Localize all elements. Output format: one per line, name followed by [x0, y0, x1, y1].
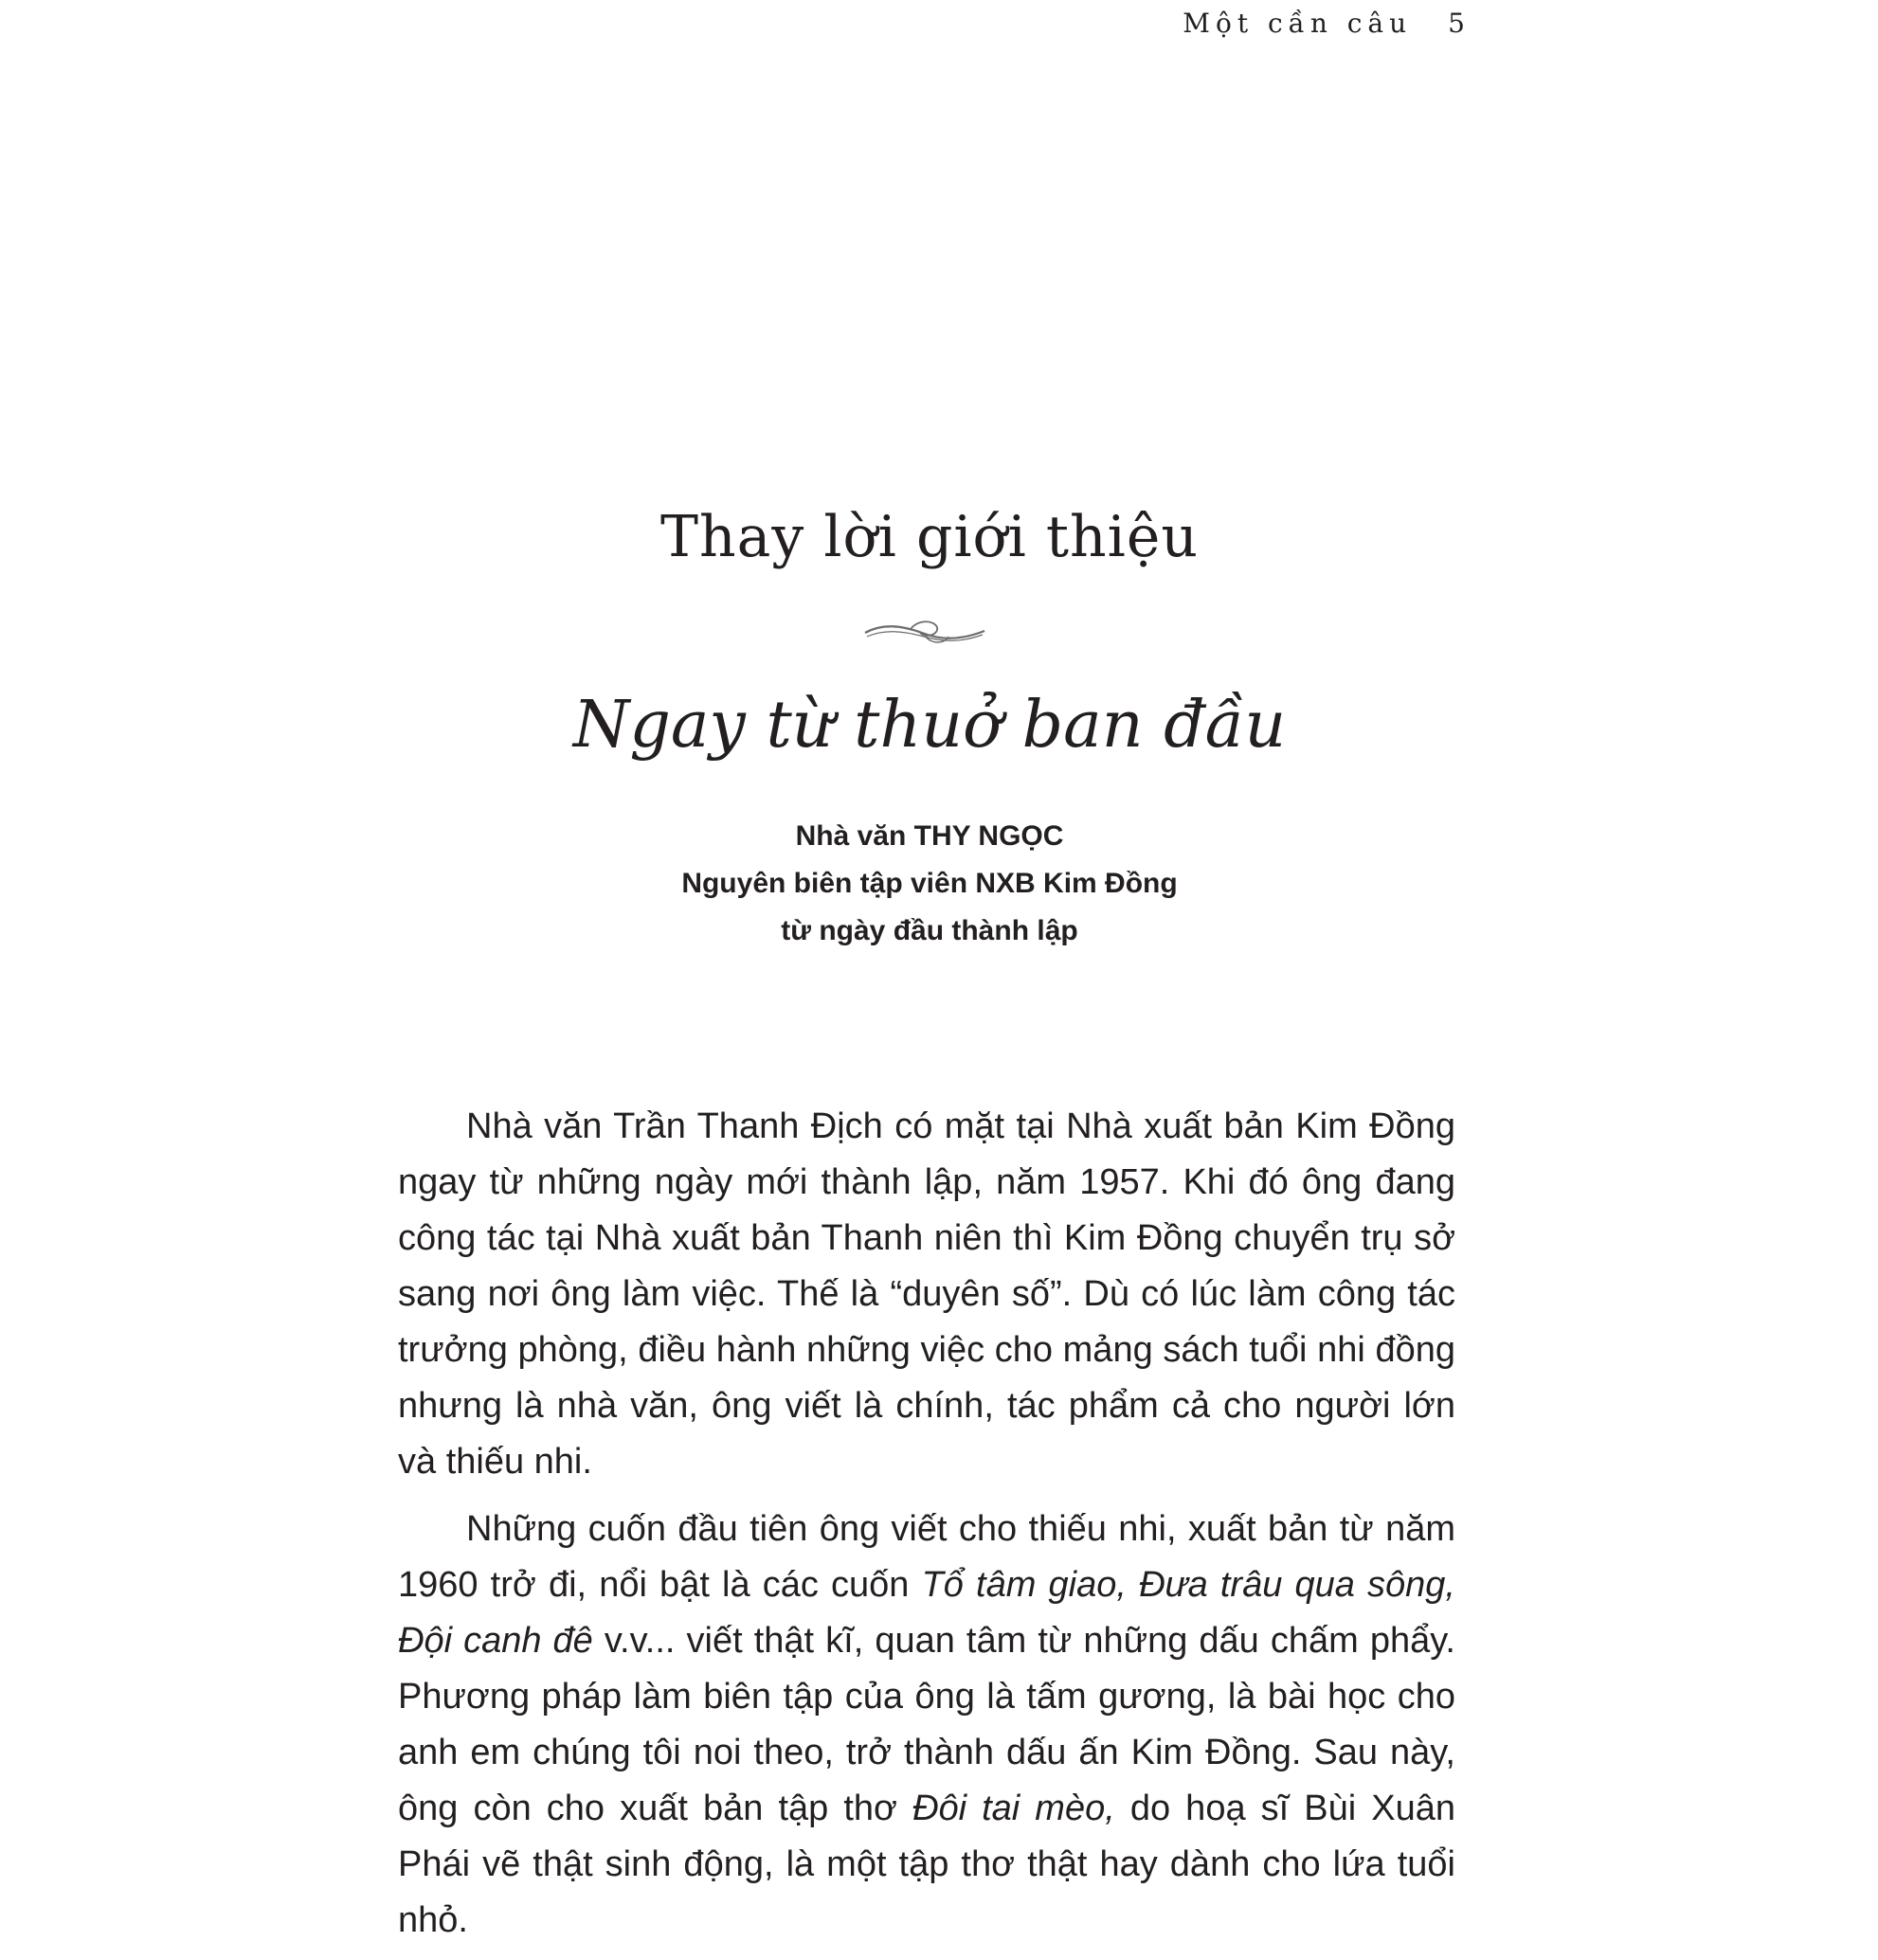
paragraph-text: do hoạ sĩ Bùi Xuân Phái vẽ thật sinh động, là một tập thơ thật hay dành cho lứa tuổi nhỏ. [398, 1789, 1455, 1940]
body-text [398, 1099, 1455, 1960]
poetry-title-italic: Đôi tai mèo, [912, 1789, 1115, 1828]
book-titles-italic: Tổ tâm giao, Đưa trâu qua sông, Đội canh đê [398, 1565, 1455, 1661]
paragraph [398, 1501, 1455, 1949]
byline-author: Nhà văn THY NGỌC [795, 820, 1064, 852]
paragraph-text: Những cuốn đầu tiên ông viết cho thiếu nhi, xuất bản từ năm 1960 trở đi, nổi bật là các cuốn [398, 1509, 1455, 1605]
chapter-title: Thay lời giới thiệu [659, 504, 1200, 570]
book-title: Một cần câu [1183, 8, 1413, 39]
byline-detail: từ ngày đầu thành lập [781, 915, 1078, 946]
paragraph-text: v.v... viết thật kĩ, quan tâm từ những dấu chấm phẩy. Phương pháp làm biên tập của ông là tấm gương, là bài học cho anh em chúng tôi noi theo, trở thành dấu ấn Kim Đồng. Sau này, ông còn cho xuất bản tập thơ [398, 1621, 1455, 1828]
chapter-subtitle: Ngay từ thuở ban đầu [572, 688, 1287, 763]
running-header [1183, 8, 1471, 39]
page-number: 5 [1448, 8, 1471, 39]
flourish-divider-icon [863, 616, 986, 650]
byline-role: Nguyên biên tập viên NXB Kim Đồng [681, 868, 1178, 899]
paragraph: Nhà văn Trần Thanh Địch có mặt tại Nhà xuất bản Kim Đồng ngay từ những ngày mới thành lập, năm 1957. Khi đó ông đang công tác tại Nhà xuất bản Thanh niên thì Kim Đồng chuyển trụ sở sang nơi ông làm việc. Thế là “duyên số”. Dù có lúc làm công tác trưởng phòng, điều hành những việc cho mảng sách tuổi nhi đồng nhưng là nhà văn, ông viết là chính, tác phẩm cả cho người lớn và thiếu nhi. [398, 1106, 1455, 1482]
author-byline [0, 813, 1859, 955]
